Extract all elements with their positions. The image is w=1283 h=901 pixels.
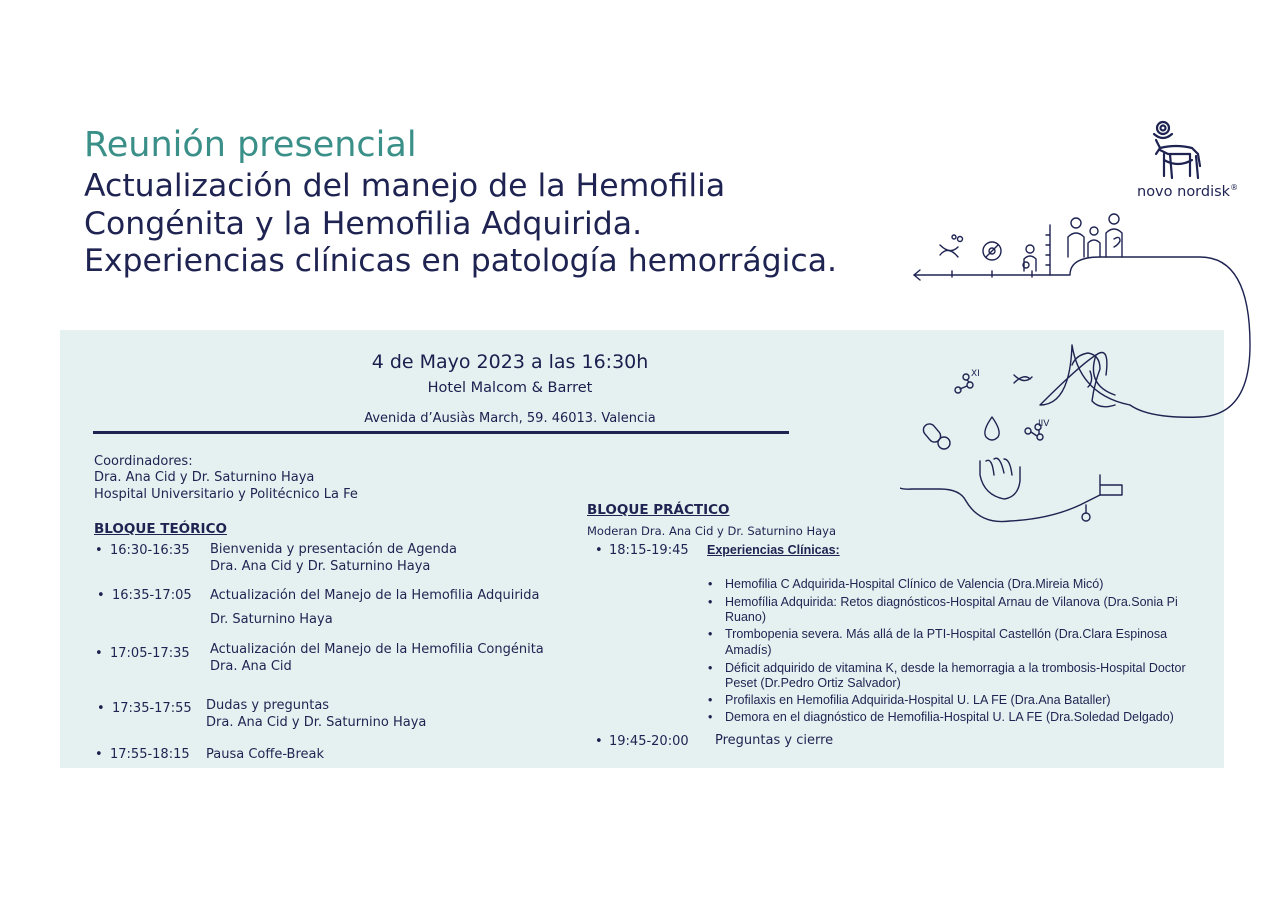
agenda-bullet: • [95, 543, 103, 558]
agenda-time: 16:30-16:35 [110, 543, 190, 558]
person-icon [1023, 245, 1036, 271]
coordinators-names: Dra. Ana Cid y Dr. Saturnino Haya [94, 470, 315, 485]
case-bullet: • [708, 710, 713, 724]
title-line-2: Congénita y la Hemofilia Adquirida. [84, 205, 643, 242]
agenda-time: 17:35-17:55 [112, 701, 192, 716]
brand-wordmark: novo nordisk® [1137, 183, 1239, 200]
case-item: Hemofília Adquirida: Retos diagnósticos-Hospital Arnau de Vilanova (Dra.Sonia Pi [725, 595, 1178, 609]
case-bullet: • [708, 577, 713, 591]
title-line-3: Experiencias clínicas en patología hemorrágica. [84, 243, 838, 279]
agenda-bullet: • [97, 588, 105, 603]
case-item: Trombopenia severa. Más allá de la PTI-Hospital Castellón (Dra.Clara Espinosa [725, 627, 1168, 641]
dna-molecule-icon [940, 235, 963, 257]
case-bullet: • [708, 595, 713, 609]
agenda-title: Pausa Coffe-Break [206, 747, 325, 762]
case-bullet: • [708, 693, 713, 707]
agenda-time: 18:15-19:45 [609, 543, 689, 558]
case-bullet: • [708, 627, 713, 641]
agenda-time: 16:35-17:05 [112, 588, 192, 603]
case-item-continued: Amadís) [725, 643, 772, 657]
agenda-title: Actualización del Manejo de la Hemofilia Adquirida [210, 588, 540, 603]
agenda-title: Preguntas y cierre [715, 733, 834, 748]
agenda-speaker: Dr. Saturnino Haya [210, 612, 333, 627]
factor-xi-label: XI [971, 369, 980, 379]
agenda-bullet: • [595, 734, 603, 749]
clinical-experiences-heading: Experiencias Clínicas: [707, 543, 840, 557]
agenda-time: 17:05-17:35 [110, 646, 190, 661]
healthcare-journey-illustration [900, 205, 1260, 535]
event-date: 4 de Mayo 2023 a las 16:30h [371, 351, 649, 373]
coordinators-hospital: Hospital Universitario y Politécnico La Fe [94, 487, 358, 502]
agenda-speaker: Dra. Ana Cid [210, 659, 292, 674]
drop-icon [985, 417, 999, 440]
practice-block-heading: BLOQUE PRÁCTICO [587, 502, 730, 518]
divider [93, 431, 789, 434]
agenda-speaker: Dra. Ana Cid y Dr. Saturnino Haya [210, 559, 431, 574]
theory-block-heading: BLOQUE TEÓRICO [94, 521, 227, 537]
agenda-bullet: • [595, 543, 603, 558]
event-venue: Hotel Malcom & Barret [427, 380, 593, 396]
face-profile-icon [1040, 345, 1130, 407]
agenda-title: Bienvenida y presentación de Agenda [210, 542, 457, 557]
agenda-title: Dudas y preguntas [206, 698, 330, 713]
case-bullet: • [708, 661, 713, 675]
title-line-1: Actualización del manejo de la Hemofilia [84, 168, 726, 204]
agenda-title: Actualización del Manejo de la Hemofilia Congénita [210, 642, 544, 657]
bull-logo-icon [1146, 120, 1208, 182]
event-title [84, 168, 837, 281]
pill-icon [921, 421, 950, 449]
family-icon [1068, 214, 1122, 257]
agenda-bullet: • [95, 646, 103, 661]
case-item: Demora en el diagnóstico de Hemofilia-Hospital U. LA FE (Dra.Soledad Delgado) [725, 710, 1174, 724]
case-item-continued: Peset (Dr.Pedro Ortiz Salvador) [725, 676, 901, 690]
coordinators-label: Coordinadores: [94, 454, 193, 469]
event-type-heading: Reunión presencial [84, 125, 417, 165]
factor-iiv-label: IIV [1038, 419, 1050, 429]
agenda-speaker: Dra. Ana Cid y Dr. Saturnino Haya [206, 715, 427, 730]
agenda-time: 17:55-18:15 [110, 747, 190, 762]
case-item: Profilaxis en Hemofilia Adquirida-Hospital U. LA FE (Dra.Ana Bataller) [725, 693, 1111, 707]
moderators: Moderan Dra. Ana Cid y Dr. Saturnino Haya [587, 524, 837, 538]
case-item: Déficit adquirido de vitamina K, desde la hemorragia a la trombosis-Hospital Doctor [725, 661, 1186, 675]
hand-icon [980, 458, 1020, 499]
agenda-time: 19:45-20:00 [609, 734, 689, 749]
agenda-bullet: • [95, 747, 103, 762]
event-address: Avenida d’Ausiàs March, 59. 46013. Valencia [364, 411, 656, 426]
dna-molecule-icon [1014, 375, 1032, 383]
microscope-icon [900, 435, 1100, 522]
case-item: Hemofilia C Adquirida-Hospital Clínico de Valencia (Dra.Mireia Micó) [725, 577, 1104, 591]
case-item-continued: Ruano) [725, 610, 766, 624]
agenda-bullet: • [97, 701, 105, 716]
no-symbol-icon [983, 242, 1001, 260]
